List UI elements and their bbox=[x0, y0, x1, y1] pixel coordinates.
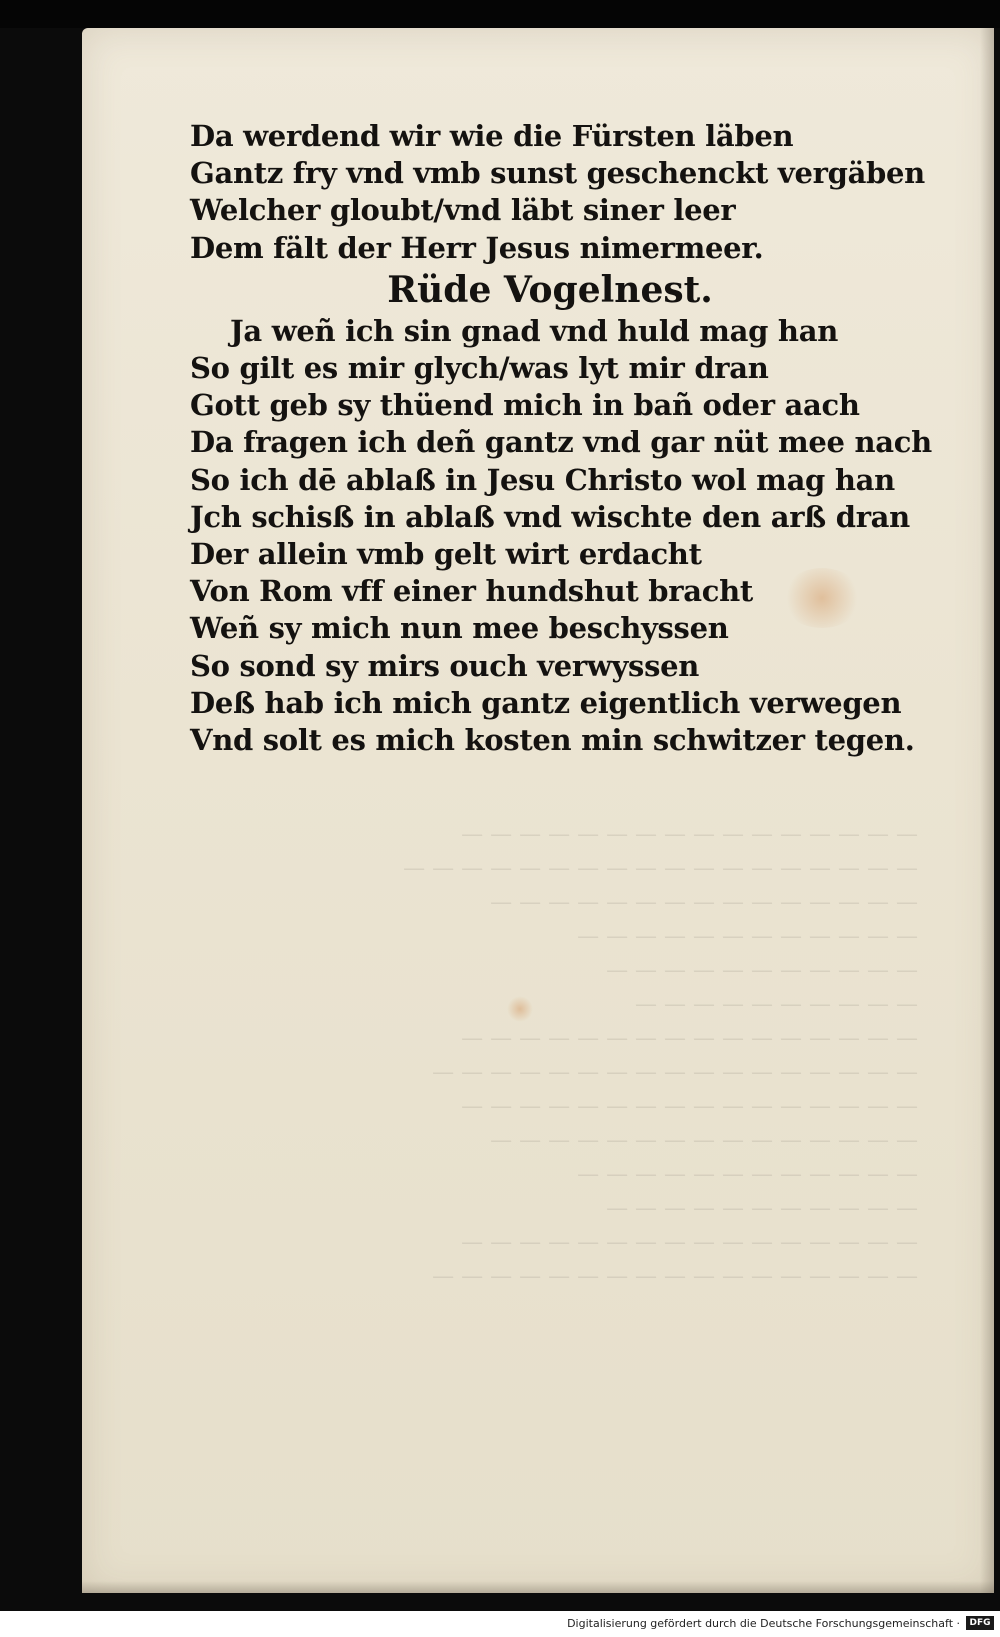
text-line: Jch schisß in ablaß vnd wischte den arß dran bbox=[190, 499, 910, 534]
text-line: Dem fält der Herr Jesus nimermeer. bbox=[190, 230, 764, 265]
section-heading: Rüde Vogelnest. bbox=[387, 268, 713, 311]
text-line: Vnd solt es mich kosten min schwitzer tegen. bbox=[190, 723, 915, 758]
text-line: Weñ sy mich nun mee beschyssen bbox=[190, 611, 729, 646]
text-line: Der allein vmb gelt wirt erdacht bbox=[190, 537, 702, 572]
text-line: Von Rom vff einer hundshut bracht bbox=[190, 574, 753, 609]
scan-top-border bbox=[0, 0, 1000, 28]
text-line: Deß hab ich mich gantz eigentlich verwegen bbox=[190, 685, 902, 720]
page-edge-right bbox=[980, 28, 994, 1593]
text-line: Gott geb sy thüend mich in bañ oder aach bbox=[190, 388, 860, 423]
bleed-through-text: — — — — — — — — — — — — — — — — — — — — — — — — — — — — — — — — — — — — — — — — — — — — — — — — — — — — — — — — — — — — — — — — — — — — — — — — — — — — — — — — — — — — — — — — — — — — — — — — — — — — — — — — — — — — — — — — — — — — — — — — — — — — — — — — — — — — — — — — — — — — — — — — — — — — — — — — — — — — — — — — — — — — — — — — — — — — — — — — — — — — — — — — — — — — — — — — — — — — — — — — — — bbox=[403, 822, 918, 1289]
dfg-logo: DFG bbox=[966, 1616, 994, 1630]
text-line: So ich dē ablaß in Jesu Christo wol mag han bbox=[190, 462, 895, 497]
funding-notice: Digitalisierung gefördert durch die Deutsche Forschungsgemeinschaft · bbox=[567, 1617, 960, 1630]
text-line: Da fragen ich deñ gantz vnd gar nüt mee nach bbox=[190, 425, 932, 460]
text-line: So gilt es mir glych/was lyt mir dran bbox=[190, 351, 769, 386]
text-line: Welcher gloubt/vnd läbt siner leer bbox=[190, 193, 736, 228]
text-line: Ja weñ ich sin gnad vnd huld mag han bbox=[230, 313, 838, 348]
text-line: Gantz fry vnd vmb sunst geschenckt vergäben bbox=[190, 156, 925, 191]
text-line: Da werdend wir wie die Fürsten läben bbox=[190, 119, 794, 153]
poem-text bbox=[190, 118, 932, 759]
digitization-footer bbox=[0, 1611, 1000, 1637]
text-line: So sond sy mirs ouch verwyssen bbox=[190, 648, 700, 683]
page-edge-bottom bbox=[82, 1581, 994, 1593]
